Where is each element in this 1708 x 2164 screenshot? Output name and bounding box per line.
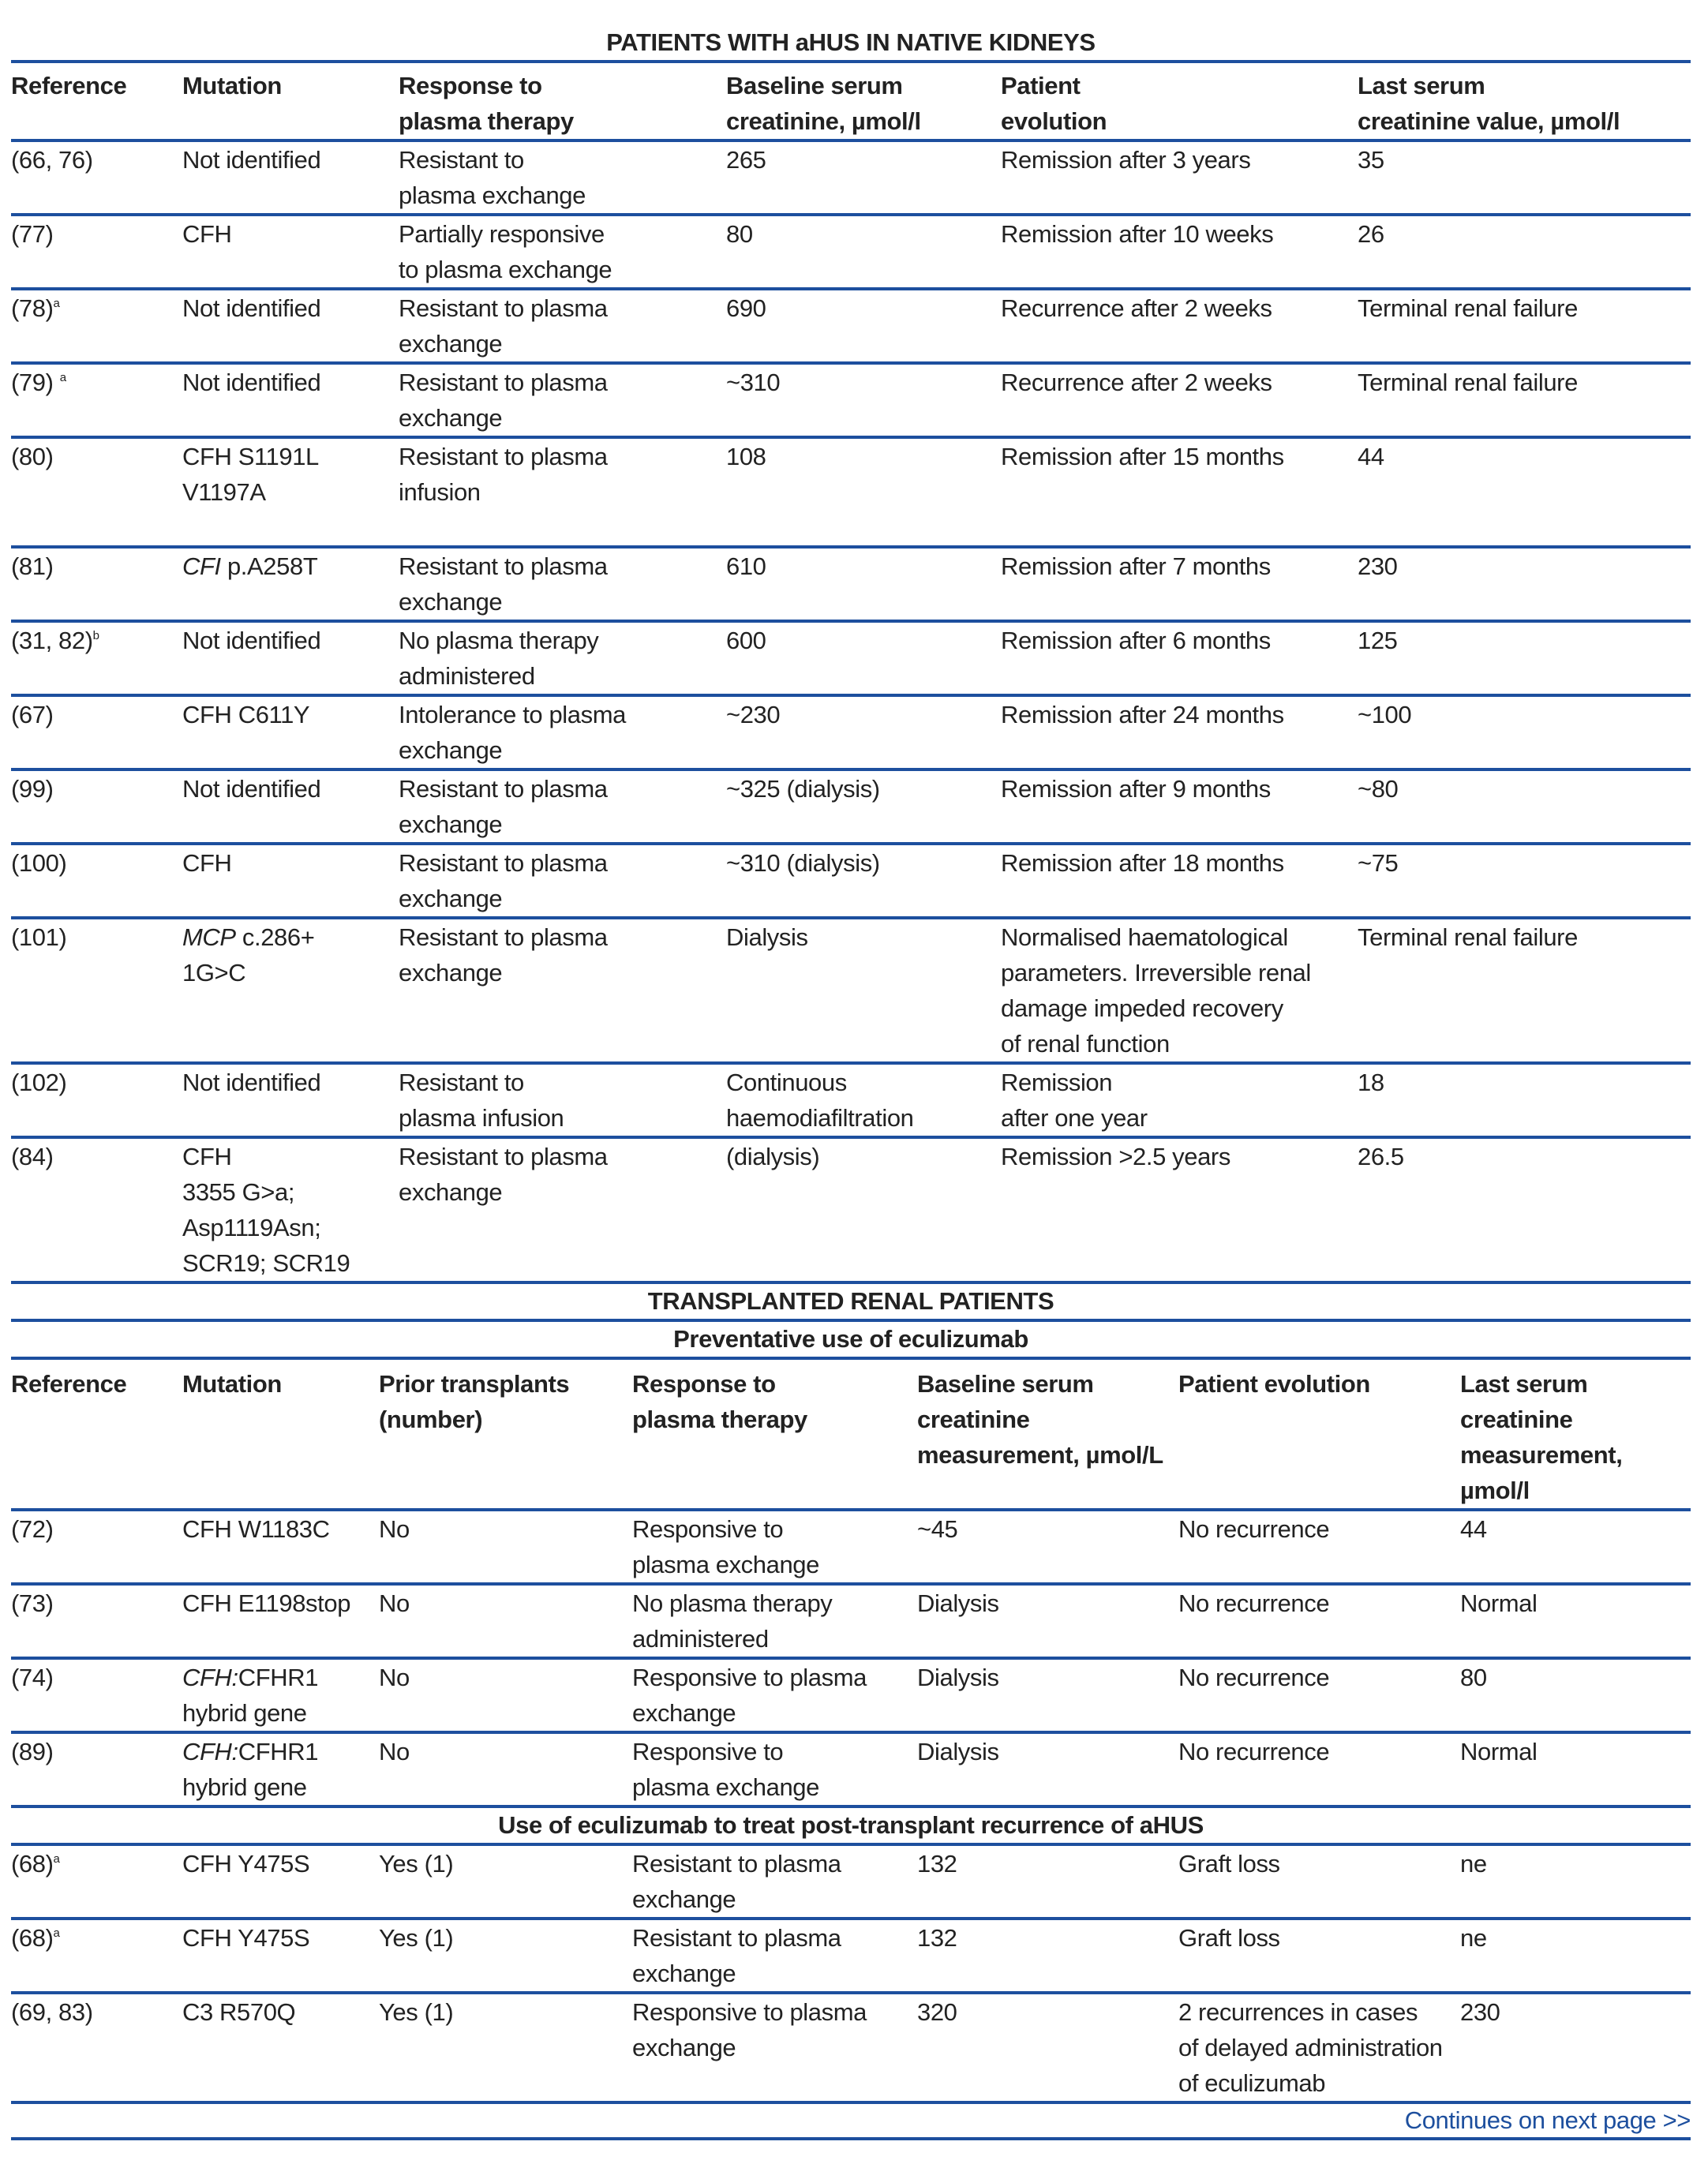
reference-cell [11,1734,182,1805]
baseline-cell: ~310 [726,369,781,396]
table-row [11,1920,1691,1994]
evolution-cell: Remission after 24 months [1001,701,1284,728]
reference-text: (69, 83) [11,1998,93,2026]
mutation-text: CFH 3355 G>a; Asp1119Asn; SCR19; SCR19 [182,1143,350,1277]
reference-cell [11,845,182,916]
mutation-text: Not identified [182,294,321,322]
native-table-body [11,142,1691,1284]
table-row [11,1846,1691,1920]
column-header: Patient evolution [1001,72,1107,135]
table-row [11,1660,1691,1734]
mutation-text: Not identified [182,627,321,654]
reference-text: (80) [11,443,54,470]
footnote-marker: a [59,371,66,384]
column-header: Reference [11,1370,127,1398]
table-row [11,1139,1691,1284]
native-kidneys-title: PATIENTS WITH aHUS IN NATIVE KIDNEYS [11,25,1691,63]
mutation-text: c.286+ 1G>C [182,923,315,987]
last-cell: Normal [1460,1589,1538,1617]
footnote-marker: a [53,297,60,310]
evolution-cell: Remission after 10 weeks [1001,220,1274,248]
prior-cell: No [379,1738,410,1765]
mutation-cell [182,548,399,620]
reference-cell [11,365,182,436]
last-cell: 44 [1460,1515,1487,1543]
reference-cell [11,771,182,842]
reference-text: (31, 82) [11,627,93,654]
last-cell: 18 [1358,1069,1384,1096]
evolution-cell: Remission after 18 months [1001,849,1284,877]
last-cell: ne [1460,1850,1487,1878]
baseline-cell: ~325 (dialysis) [726,775,880,803]
reference-cell [11,1586,182,1657]
reference-cell [11,919,182,1061]
mutation-cell [182,623,399,694]
reference-cell [11,1846,182,1917]
evolution-cell: Remission >2.5 years [1001,1143,1230,1170]
column-header: Mutation [182,72,282,99]
response-cell: Resistant to plasma infusion [399,443,608,506]
mutation-cell [182,1994,379,2101]
mutation-cell [182,919,399,1061]
baseline-cell: 320 [917,1998,957,2026]
baseline-cell: 132 [917,1850,957,1878]
reference-cell [11,1920,182,1991]
response-cell: Resistant to plasma exchange [632,1850,841,1913]
reference-cell [11,1511,182,1582]
continues-text[interactable]: Continues on next page >> [1404,2106,1691,2134]
mutation-text: C3 R570Q [182,1998,296,2026]
table-row [11,919,1691,1065]
response-cell: No plasma therapy administered [632,1589,833,1653]
mutation-cell [182,365,399,436]
table-row [11,771,1691,845]
mutation-cell [182,1846,379,1917]
table-row [11,1511,1691,1586]
footnote-marker: a [53,1926,60,1940]
response-cell: Responsive to plasma exchange [632,1515,819,1578]
evolution-cell: Remission after 9 months [1001,775,1271,803]
mutation-gene-italic: CFI [182,552,221,580]
mutation-text: CFH [182,849,232,877]
evolution-cell: Graft loss [1178,1850,1280,1878]
column-header: Response to plasma therapy [399,72,574,135]
mutation-cell [182,216,399,287]
prior-cell: No [379,1515,410,1543]
reference-cell [11,697,182,768]
response-cell: Resistant to plasma exchange [399,146,586,209]
table-row [11,1586,1691,1660]
last-cell: 35 [1358,146,1384,174]
table-row [11,290,1691,365]
last-cell: 125 [1358,627,1398,654]
column-header: Reference [11,72,127,99]
mutation-cell [182,439,399,510]
table-row [11,1065,1691,1139]
reference-text: (102) [11,1069,67,1096]
response-cell: Resistant to plasma exchange [399,369,608,432]
last-cell: ~100 [1358,701,1412,728]
reference-text: (100) [11,849,67,877]
evolution-cell: Remission after one year [1001,1069,1148,1132]
mutation-cell [182,1920,379,1991]
last-cell: 26 [1358,220,1384,248]
reference-text: (79) [11,369,60,396]
native-header-row [11,63,1691,142]
baseline-cell: Continuous haemodiafiltration [726,1069,914,1132]
reference-text: (68) [11,1850,54,1878]
response-cell: Resistant to plasma exchange [399,923,608,987]
mutation-gene-italic: MCP [182,923,236,951]
evolution-cell: No recurrence [1178,1738,1330,1765]
response-cell: Resistant to plasma exchange [399,552,608,616]
table-row [11,1994,1691,2104]
reference-cell [11,290,182,361]
mutation-cell [182,1734,379,1805]
response-cell: Responsive to plasma exchange [632,1664,867,1727]
reference-cell [11,1660,182,1731]
last-cell: 26.5 [1358,1143,1404,1170]
reference-text: (77) [11,220,54,248]
mutation-cell [182,142,399,213]
mutation-text: Not identified [182,146,321,174]
response-cell: Resistant to plasma exchange [632,1924,841,1987]
preventative-table-body [11,1511,1691,1808]
evolution-cell: No recurrence [1178,1664,1330,1691]
evolution-cell: No recurrence [1178,1515,1330,1543]
mutation-text: Not identified [182,1069,321,1096]
transplanted-title: TRANSPLANTED RENAL PATIENTS [11,1284,1691,1322]
response-cell: Resistant to plasma exchange [399,775,608,838]
mutation-text: CFH C611Y [182,701,310,728]
table-row [11,365,1691,439]
footnote-marker: a [53,1852,60,1866]
last-cell: 230 [1460,1998,1500,2026]
reference-text: (78) [11,294,54,322]
reference-cell [11,216,182,287]
table-row [11,216,1691,290]
reference-text: (72) [11,1515,54,1543]
table-row [11,439,1691,548]
mutation-cell [182,1660,379,1731]
table-row [11,1734,1691,1808]
reference-cell [11,1139,182,1281]
table-row [11,697,1691,771]
mutation-text: CFH W1183C [182,1515,330,1543]
reference-text: (99) [11,775,54,803]
last-cell: ~80 [1358,775,1399,803]
baseline-cell: Dialysis [917,1738,999,1765]
recurrence-title: Use of eculizumab to treat post-transplant recurrence of aHUS [11,1808,1691,1846]
footnote-marker: b [92,629,99,642]
evolution-cell: Graft loss [1178,1924,1280,1952]
prior-cell: Yes (1) [379,1924,454,1952]
column-header: Mutation [182,1370,282,1398]
reference-cell [11,1065,182,1136]
mutation-gene-italic: CFH: [182,1738,238,1765]
reference-text: (101) [11,923,67,951]
column-header: Last serum creatinine measurement, µmol/l [1460,1370,1623,1504]
preventative-title: Preventative use of eculizumab [11,1322,1691,1360]
mutation-text: CFHR1 hybrid gene [182,1664,319,1727]
reference-cell [11,1994,182,2101]
mutation-text: Not identified [182,369,321,396]
transplanted-header-row [11,1360,1691,1511]
reference-text: (84) [11,1143,54,1170]
reference-text: (68) [11,1924,54,1952]
mutation-cell [182,1511,379,1582]
reference-text: (73) [11,1589,54,1617]
prior-cell: No [379,1664,410,1691]
baseline-cell: (dialysis) [726,1143,820,1170]
last-cell: Terminal renal failure [1358,923,1578,951]
mutation-cell [182,1065,399,1136]
baseline-cell: Dialysis [726,923,808,951]
last-cell: Terminal renal failure [1358,294,1578,322]
response-cell: Intolerance to plasma exchange [399,701,626,764]
evolution-cell: 2 recurrences in cases of delayed administration of eculizumab [1178,1998,1443,2097]
mutation-cell [182,1139,399,1281]
mutation-text: CFH [182,220,232,248]
baseline-cell: ~45 [917,1515,958,1543]
last-cell: ~75 [1358,849,1399,877]
evolution-cell: Recurrence after 2 weeks [1001,369,1272,396]
ahus-eculizumab-table [11,25,1691,2140]
mutation-cell [182,697,399,768]
continues-link[interactable] [11,2104,1691,2140]
column-header: Patient evolution [1178,1370,1370,1398]
last-cell: 44 [1358,443,1384,470]
table-row [11,548,1691,623]
evolution-cell: Remission after 3 years [1001,146,1251,174]
reference-text: (67) [11,701,54,728]
mutation-text: CFHR1 hybrid gene [182,1738,319,1801]
mutation-cell [182,1586,379,1657]
reference-cell [11,623,182,694]
reference-text: (74) [11,1664,54,1691]
evolution-cell: Normalised haematological parameters. Irreversible renal damage impeded recovery of renal function [1001,923,1311,1058]
response-cell: Resistant to plasma exchange [399,294,608,358]
baseline-cell: Dialysis [917,1589,999,1617]
column-header: Baseline serum creatinine measurement, µmol/L [917,1370,1163,1469]
last-cell: Normal [1460,1738,1538,1765]
mutation-text: Not identified [182,775,321,803]
reference-cell [11,142,182,213]
mutation-cell [182,771,399,842]
mutation-text: CFH E1198stop [182,1589,351,1617]
baseline-cell: 265 [726,146,766,174]
evolution-cell: Remission after 7 months [1001,552,1271,580]
mutation-text: CFH Y475S [182,1850,310,1878]
evolution-cell: No recurrence [1178,1589,1330,1617]
baseline-cell: 600 [726,627,766,654]
column-header: Last serum creatinine value, µmol/l [1358,72,1620,135]
baseline-cell: 132 [917,1924,957,1952]
column-header: Baseline serum creatinine, µmol/l [726,72,921,135]
baseline-cell: 108 [726,443,766,470]
table-row [11,142,1691,216]
baseline-cell: Dialysis [917,1664,999,1691]
last-cell: 230 [1358,552,1398,580]
mutation-gene-italic: CFH: [182,1664,238,1691]
reference-text: (66, 76) [11,146,93,174]
prior-cell: Yes (1) [379,1998,454,2026]
mutation-text: CFH Y475S [182,1924,310,1952]
response-cell: Resistant to plasma infusion [399,1069,564,1132]
evolution-cell: Recurrence after 2 weeks [1001,294,1272,322]
prior-cell: No [379,1589,410,1617]
last-cell: 80 [1460,1664,1487,1691]
reference-text: (89) [11,1738,54,1765]
evolution-cell: Remission after 15 months [1001,443,1284,470]
response-cell: Responsive to plasma exchange [632,1738,819,1801]
response-cell: Resistant to plasma exchange [399,1143,608,1206]
column-header: Prior transplants (number) [379,1370,570,1433]
table-row [11,845,1691,919]
reference-cell [11,548,182,620]
table-row [11,623,1691,697]
mutation-cell [182,845,399,916]
mutation-text: CFH S1191L V1197A [182,443,319,506]
last-cell: Terminal renal failure [1358,369,1578,396]
reference-cell [11,439,182,510]
response-cell: Resistant to plasma exchange [399,849,608,912]
recurrence-table-body [11,1846,1691,2104]
last-cell: ne [1460,1924,1487,1952]
mutation-text: p.A258T [220,552,318,580]
baseline-cell: 690 [726,294,766,322]
prior-cell: Yes (1) [379,1850,454,1878]
baseline-cell: 610 [726,552,766,580]
column-header: Response to plasma therapy [632,1370,807,1433]
baseline-cell: ~230 [726,701,781,728]
response-cell: Partially responsive to plasma exchange [399,220,612,283]
baseline-cell: ~310 (dialysis) [726,849,880,877]
baseline-cell: 80 [726,220,753,248]
reference-text: (81) [11,552,54,580]
response-cell: No plasma therapy administered [399,627,599,690]
mutation-cell [182,290,399,361]
evolution-cell: Remission after 6 months [1001,627,1271,654]
response-cell: Responsive to plasma exchange [632,1998,867,2061]
